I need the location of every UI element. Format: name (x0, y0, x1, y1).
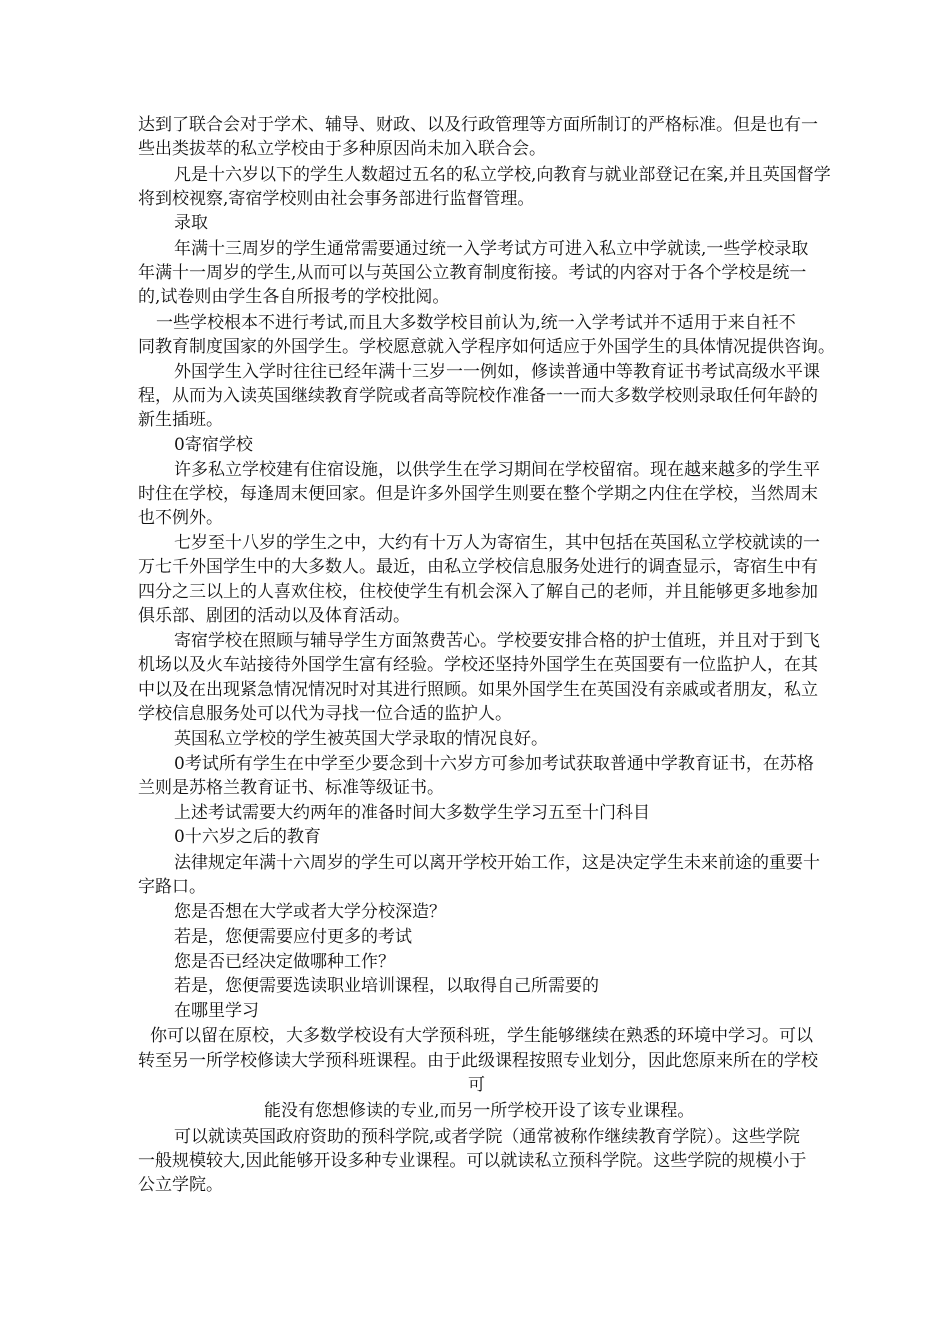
text-line: 中以及在出现紧急情况情况时对其进行照顾。如果外国学生在英国没有亲戚或者朋友，私立 (138, 680, 818, 700)
text-line: 公立学院。 (138, 1175, 223, 1195)
section-heading: 录取 (174, 213, 208, 233)
section-heading: 在哪里学习 (174, 1001, 259, 1021)
text-line: 0考试所有学生在中学至少要念到十六岁方可参加考试获取普通中学教育证书，在苏格 (174, 754, 814, 774)
text-line: 七岁至十八岁的学生之中，大约有十万人为寄宿生，其中包括在英国私立学校就读的一 (174, 533, 820, 553)
text-line: 字路口。 (138, 877, 206, 897)
text-line: 年满十一周岁的学生,从而可以与英国公立教育制度衔接。考试的内容对于各个学校是统一 (138, 263, 807, 283)
text-line: 上述考试需要大约两年的准备时间大多数学生学习五至十门科目 (174, 803, 650, 823)
text-line: 你可以留在原校，大多数学校设有大学预科班，学生能够继续在熟悉的环境中学习。可以 (150, 1026, 813, 1046)
text-line: 机场以及火车站接待外国学生富有经验。学校还坚持外国学生在英国要有一位监护人，在其 (138, 655, 818, 675)
text-line: 学校信息服务处可以代为寻找一位合适的监护人。 (138, 704, 512, 724)
text-line: 一般规模较大,因此能够开设多种专业课程。可以就读私立预科学院。这些学院的规模小于 (138, 1151, 807, 1171)
text-line: 您是否想在大学或者大学分校深造？ (174, 902, 446, 922)
text-line: 您是否已经决定做哪种工作？ (174, 952, 395, 972)
text-line: 凡是十六岁以下的学生人数超过五名的私立学校,向教育与就业部登记在案,并且英国督学 (174, 165, 831, 185)
text-line: 一些学校根本不进行考试,而且大多数学校目前认为,统一入学考试并不适用于来自衽不 (156, 313, 796, 333)
text-line: 许多私立学校建有住宿设施，以供学生在学习期间在学校留宿。现在越来越多的学生平 (174, 460, 820, 480)
text-line: 也不例外。 (138, 508, 223, 528)
section-heading: 0十六岁之后的教育 (174, 827, 321, 847)
text-line: 转至另一所学校修读大学预科班课程。由于此级课程按照专业划分，因此您原来所在的学校 (138, 1051, 818, 1071)
text-line: 若是，您便需要应付更多的考试 (174, 927, 412, 947)
text-line: 达到了联合会对于学术、辅导、财政、以及行政管理等方面所制订的严格标准。但是也有一 (138, 115, 818, 135)
text-line: 可 (468, 1075, 485, 1095)
text-line: 些出类拔萃的私立学校由于多种原因尚未加入联合会。 (138, 139, 546, 159)
text-line: 万七千外国学生中的大多数人。最近，由私立学校信息服务处进行的调查显示，寄宿生中有 (138, 557, 818, 577)
text-line: 兰则是苏格兰教育证书、标准等级证书。 (138, 778, 444, 798)
section-heading: 0寄宿学校 (174, 435, 253, 455)
text-line: 俱乐部、剧团的活动以及体育活动。 (138, 606, 410, 626)
text-line: 英国私立学校的学生被英国大学录取的情况良好。 (174, 729, 548, 749)
text-line: 程，从而为入读英国继续教育学院或者高等院校作准备一一而大多数学校则录取任何年龄的 (138, 386, 818, 406)
text-line: 法律规定年满十六周岁的学生可以离开学校开始工作，这是决定学生未来前途的重要十 (174, 853, 820, 873)
text-line: 若是，您便需要选读职业培训课程，以取得自己所需要的 (174, 976, 599, 996)
text-line: 能没有您想修读的专业,而另一所学校开设了该专业课程。 (264, 1101, 695, 1121)
text-line: 的,试卷则由学生各自所报考的学校批阅。 (138, 287, 450, 307)
text-line: 将到校视察,寄宿学校则由社会事务部进行监督管理。 (138, 189, 535, 209)
text-line: 外国学生入学时往往已经年满十三岁一一例如，修读普通中等教育证书考试高级水平课 (174, 362, 820, 382)
text-line: 时住在学校，每逢周末便回家。但是许多外国学生则要在整个学期之内住在学校，当然周末 (138, 484, 818, 504)
text-line: 寄宿学校在照顾与辅导学生方面煞费苦心。学校要安排合格的护士值班，并且对于到飞 (174, 631, 820, 651)
text-line: 年满十三周岁的学生通常需要通过统一入学考试方可进入私立中学就读,一些学校录取 (174, 239, 809, 259)
text-line: 可以就读英国政府资助的预科学院,或者学院（通常被称作继续教育学院）。这些学院 (174, 1127, 800, 1147)
text-line: 新生插班。 (138, 410, 223, 430)
text-line: 四分之三以上的人喜欢住校，住校使学生有机会深入了解自己的老师，并且能够更多地参加 (138, 582, 818, 602)
text-line: 同教育制度国家的外国学生。学校愿意就入学程序如何适应于外国学生的具体情况提供咨询。 (138, 337, 835, 357)
